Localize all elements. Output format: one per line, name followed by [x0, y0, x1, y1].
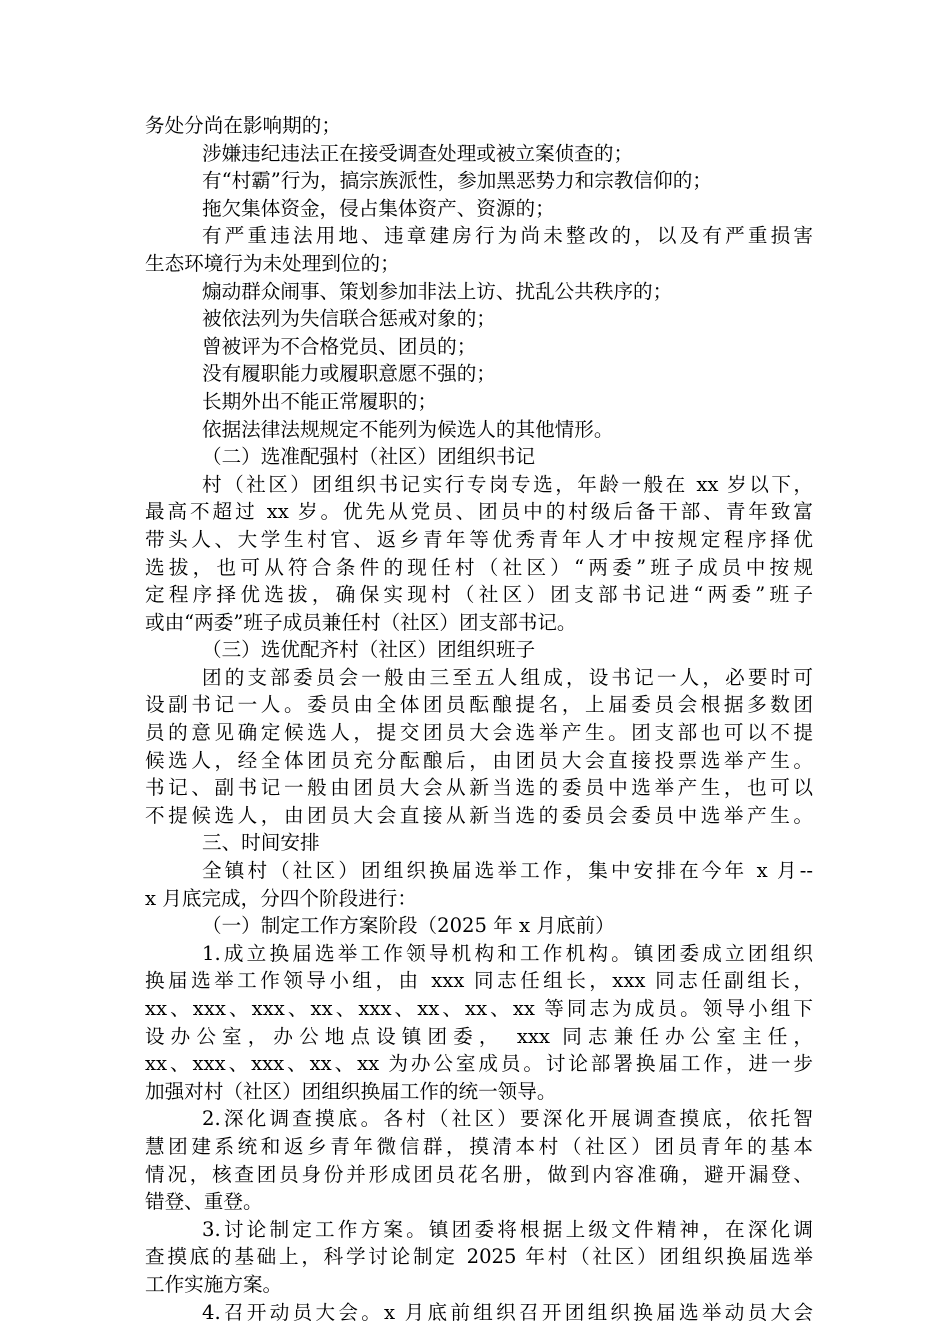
text-line: 不提候选人，由团员大会直接从新当选的委员会委员中选举产生。: [145, 803, 813, 827]
text-line: 加强对村（社区）团组织换届工作的统一领导。: [145, 1079, 557, 1103]
text-line: 员的意见确定候选人，提交团员大会选举产生。团支部也可以不提: [145, 721, 813, 745]
text-line: 2.深化调查摸底。各村（社区）要深化开展调查摸底，依托智: [202, 1107, 813, 1131]
text-line: 没有履职能力或履职意愿不强的；: [202, 362, 496, 386]
text-line: xx、xxx、xxx、xx、xx 为办公室成员。讨论部署换届工作，进一步: [145, 1052, 813, 1076]
text-line: 慧团建系统和返乡青年微信群，摸清本村（社区）团员青年的基本: [145, 1134, 813, 1158]
text-line: 曾被评为不合格党员、团员的；: [202, 334, 477, 358]
text-line: 有严重违法用地、违章建房行为尚未整改的，以及有严重损害: [202, 224, 813, 248]
text-line: 三、时间安排: [202, 831, 320, 855]
text-line: 1.成立换届选举工作领导机构和工作机构。镇团委成立团组织: [202, 941, 813, 965]
text-line: 查摸底的基础上，科学讨论制定 2025 年村（社区）团组织换届选举: [145, 1245, 813, 1269]
document-body: [145, 112, 813, 1326]
text-line: x 月底完成，分四个阶段进行：: [145, 886, 417, 910]
text-line: 3.讨论制定工作方案。镇团委将根据上级文件精神，在深化调: [202, 1217, 813, 1241]
text-line: 带头人、大学生村官、返乡青年等优秀青年人才中按规定程序择优: [145, 527, 813, 551]
text-line: （二）选准配强村（社区）团组织书记: [202, 445, 536, 469]
text-line: 设副书记一人。委员由全体团员酝酿提名，上届委员会根据多数团: [145, 693, 813, 717]
text-line: 候选人，经全体团员充分酝酿后，由团员大会直接投票选举产生。: [145, 748, 813, 772]
text-line: 长期外出不能正常履职的；: [202, 389, 438, 413]
text-line: 错登、重登。: [145, 1190, 263, 1214]
text-line: 最高不超过 xx 岁。优先从党员、团员中的村级后备干部、青年致富: [145, 500, 813, 524]
text-line: 换届选举工作领导小组，由 xxx 同志任组长，xxx 同志任副组长，: [145, 969, 813, 993]
text-line: 生态环境行为未处理到位的；: [145, 251, 400, 275]
text-line: 或由“两委”班子成员兼任村（社区）团支部书记。: [145, 610, 577, 634]
text-line: 选拔，也可从符合条件的现任村（社区）“两委”班子成员中按规: [145, 555, 813, 579]
text-line: 拖欠集体资金，侵占集体资产、资源的；: [202, 196, 555, 220]
text-line: 4.召开动员大会。x 月底前组织召开团组织换届选举动员大会: [202, 1300, 813, 1324]
text-line: 被依法列为失信联合惩戒对象的；: [202, 307, 496, 331]
text-line: 情况，核查团员身份并形成团员花名册，做到内容准确，避开漏登、: [145, 1162, 813, 1186]
text-line: 有“村霸”行为，搞宗族派性，参加黑恶势力和宗教信仰的；: [202, 169, 712, 193]
text-line: 定程序择优选拔，确保实现村（社区）团支部书记进“两委”班子: [145, 583, 813, 607]
text-line: xx、xxx、xxx、xx、xxx、xx、xx、xx 等同志为成员。领导小组下: [145, 997, 813, 1020]
text-line: 书记、副书记一般由团员大会从新当选的委员中选举产生，也可以: [145, 776, 813, 800]
text-line: 团的支部委员会一般由三至五人组成，设书记一人，必要时可: [202, 665, 813, 689]
text-line: 煽动群众闹事、策划参加非法上访、扰乱公共秩序的；: [202, 279, 673, 303]
text-line: （三）选优配齐村（社区）团组织班子: [202, 638, 536, 662]
text-line: 设办公室，办公地点设镇团委， xxx 同志兼任办公室主任，: [145, 1024, 813, 1048]
text-line: 全镇村（社区）团组织换届选举工作，集中安排在今年 x 月--: [202, 859, 813, 883]
text-line: 涉嫌违纪违法正在接受调查处理或被立案侦查的；: [202, 141, 634, 165]
text-line: 务处分尚在影响期的；: [145, 114, 341, 137]
text-line: 村（社区）团组织书记实行专岗专选，年龄一般在 xx 岁以下，: [202, 472, 813, 496]
text-line: （一）制定工作方案阶段（2025 年 x 月底前）: [202, 914, 615, 938]
text-line: 依据法律法规规定不能列为候选人的其他情形。: [202, 417, 614, 441]
text-line: 工作实施方案。: [145, 1272, 283, 1296]
